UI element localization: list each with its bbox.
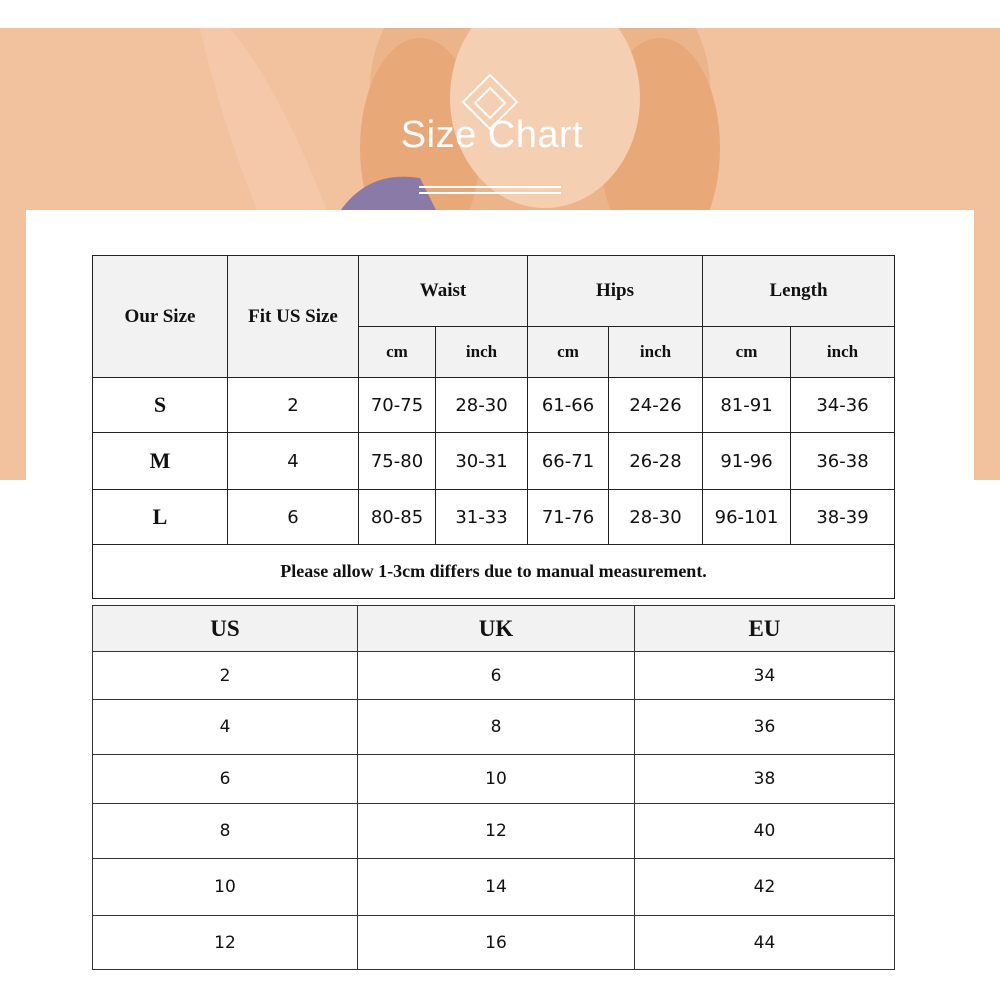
hips-cm-cell: 66-71 — [528, 433, 609, 490]
eu-cell: 34 — [635, 652, 895, 700]
table-row — [93, 700, 895, 755]
uk-cell: 12 — [358, 804, 635, 859]
hips-inch-cell: 24-26 — [609, 378, 703, 433]
length-cm-cell: 91-96 — [703, 433, 791, 490]
table-row — [93, 804, 895, 859]
length-inch-cell: 38-39 — [791, 490, 895, 545]
table-row — [93, 490, 895, 545]
header-our-size: Our Size — [93, 256, 228, 378]
unit-header: inch — [609, 327, 703, 378]
eu-cell: 36 — [635, 700, 895, 755]
table-row — [93, 433, 895, 490]
eu-cell: 44 — [635, 916, 895, 970]
hips-cm-cell: 71-76 — [528, 490, 609, 545]
eu-cell: 40 — [635, 804, 895, 859]
us-cell: 2 — [93, 652, 358, 700]
waist-cm-cell: 70-75 — [359, 378, 436, 433]
waist-cm-cell: 75-80 — [359, 433, 436, 490]
title-underline — [419, 192, 561, 194]
size-cell: M — [93, 433, 228, 490]
eu-cell: 42 — [635, 859, 895, 916]
unit-header: cm — [528, 327, 609, 378]
size-conversion-table — [92, 605, 895, 970]
us-size-cell: 2 — [228, 378, 359, 433]
uk-cell: 14 — [358, 859, 635, 916]
unit-header: cm — [703, 327, 791, 378]
header-eu: EU — [635, 606, 895, 652]
length-cm-cell: 96-101 — [703, 490, 791, 545]
measurement-note: Please allow 1-3cm differs due to manual measurement. — [93, 545, 895, 599]
us-cell: 10 — [93, 859, 358, 916]
header-hips: Hips — [528, 256, 703, 327]
header-length: Length — [703, 256, 895, 327]
us-size-cell: 6 — [228, 490, 359, 545]
uk-cell: 16 — [358, 916, 635, 970]
header-uk: UK — [358, 606, 635, 652]
uk-cell: 10 — [358, 755, 635, 804]
header-fit-us-size: Fit US Size — [228, 256, 359, 378]
eu-cell: 38 — [635, 755, 895, 804]
title-underline — [419, 186, 561, 188]
table-row — [93, 859, 895, 916]
hips-inch-cell: 28-30 — [609, 490, 703, 545]
page-title: Size Chart — [400, 114, 584, 156]
us-cell: 12 — [93, 916, 358, 970]
header-us: US — [93, 606, 358, 652]
waist-inch-cell: 30-31 — [436, 433, 528, 490]
unit-header: inch — [436, 327, 528, 378]
waist-cm-cell: 80-85 — [359, 490, 436, 545]
table-row — [93, 916, 895, 970]
table-row — [93, 378, 895, 433]
us-cell: 4 — [93, 700, 358, 755]
table-row — [93, 755, 895, 804]
uk-cell: 8 — [358, 700, 635, 755]
us-cell: 6 — [93, 755, 358, 804]
waist-inch-cell: 31-33 — [436, 490, 528, 545]
length-inch-cell: 34-36 — [791, 378, 895, 433]
hips-inch-cell: 26-28 — [609, 433, 703, 490]
size-cell: S — [93, 378, 228, 433]
uk-cell: 6 — [358, 652, 635, 700]
size-cell: L — [93, 490, 228, 545]
us-cell: 8 — [93, 804, 358, 859]
length-cm-cell: 81-91 — [703, 378, 791, 433]
length-inch-cell: 36-38 — [791, 433, 895, 490]
table-row — [93, 652, 895, 700]
header-waist: Waist — [359, 256, 528, 327]
unit-header: inch — [791, 327, 895, 378]
unit-header: cm — [359, 327, 436, 378]
waist-inch-cell: 28-30 — [436, 378, 528, 433]
us-size-cell: 4 — [228, 433, 359, 490]
hips-cm-cell: 61-66 — [528, 378, 609, 433]
measurements-table — [92, 255, 895, 599]
